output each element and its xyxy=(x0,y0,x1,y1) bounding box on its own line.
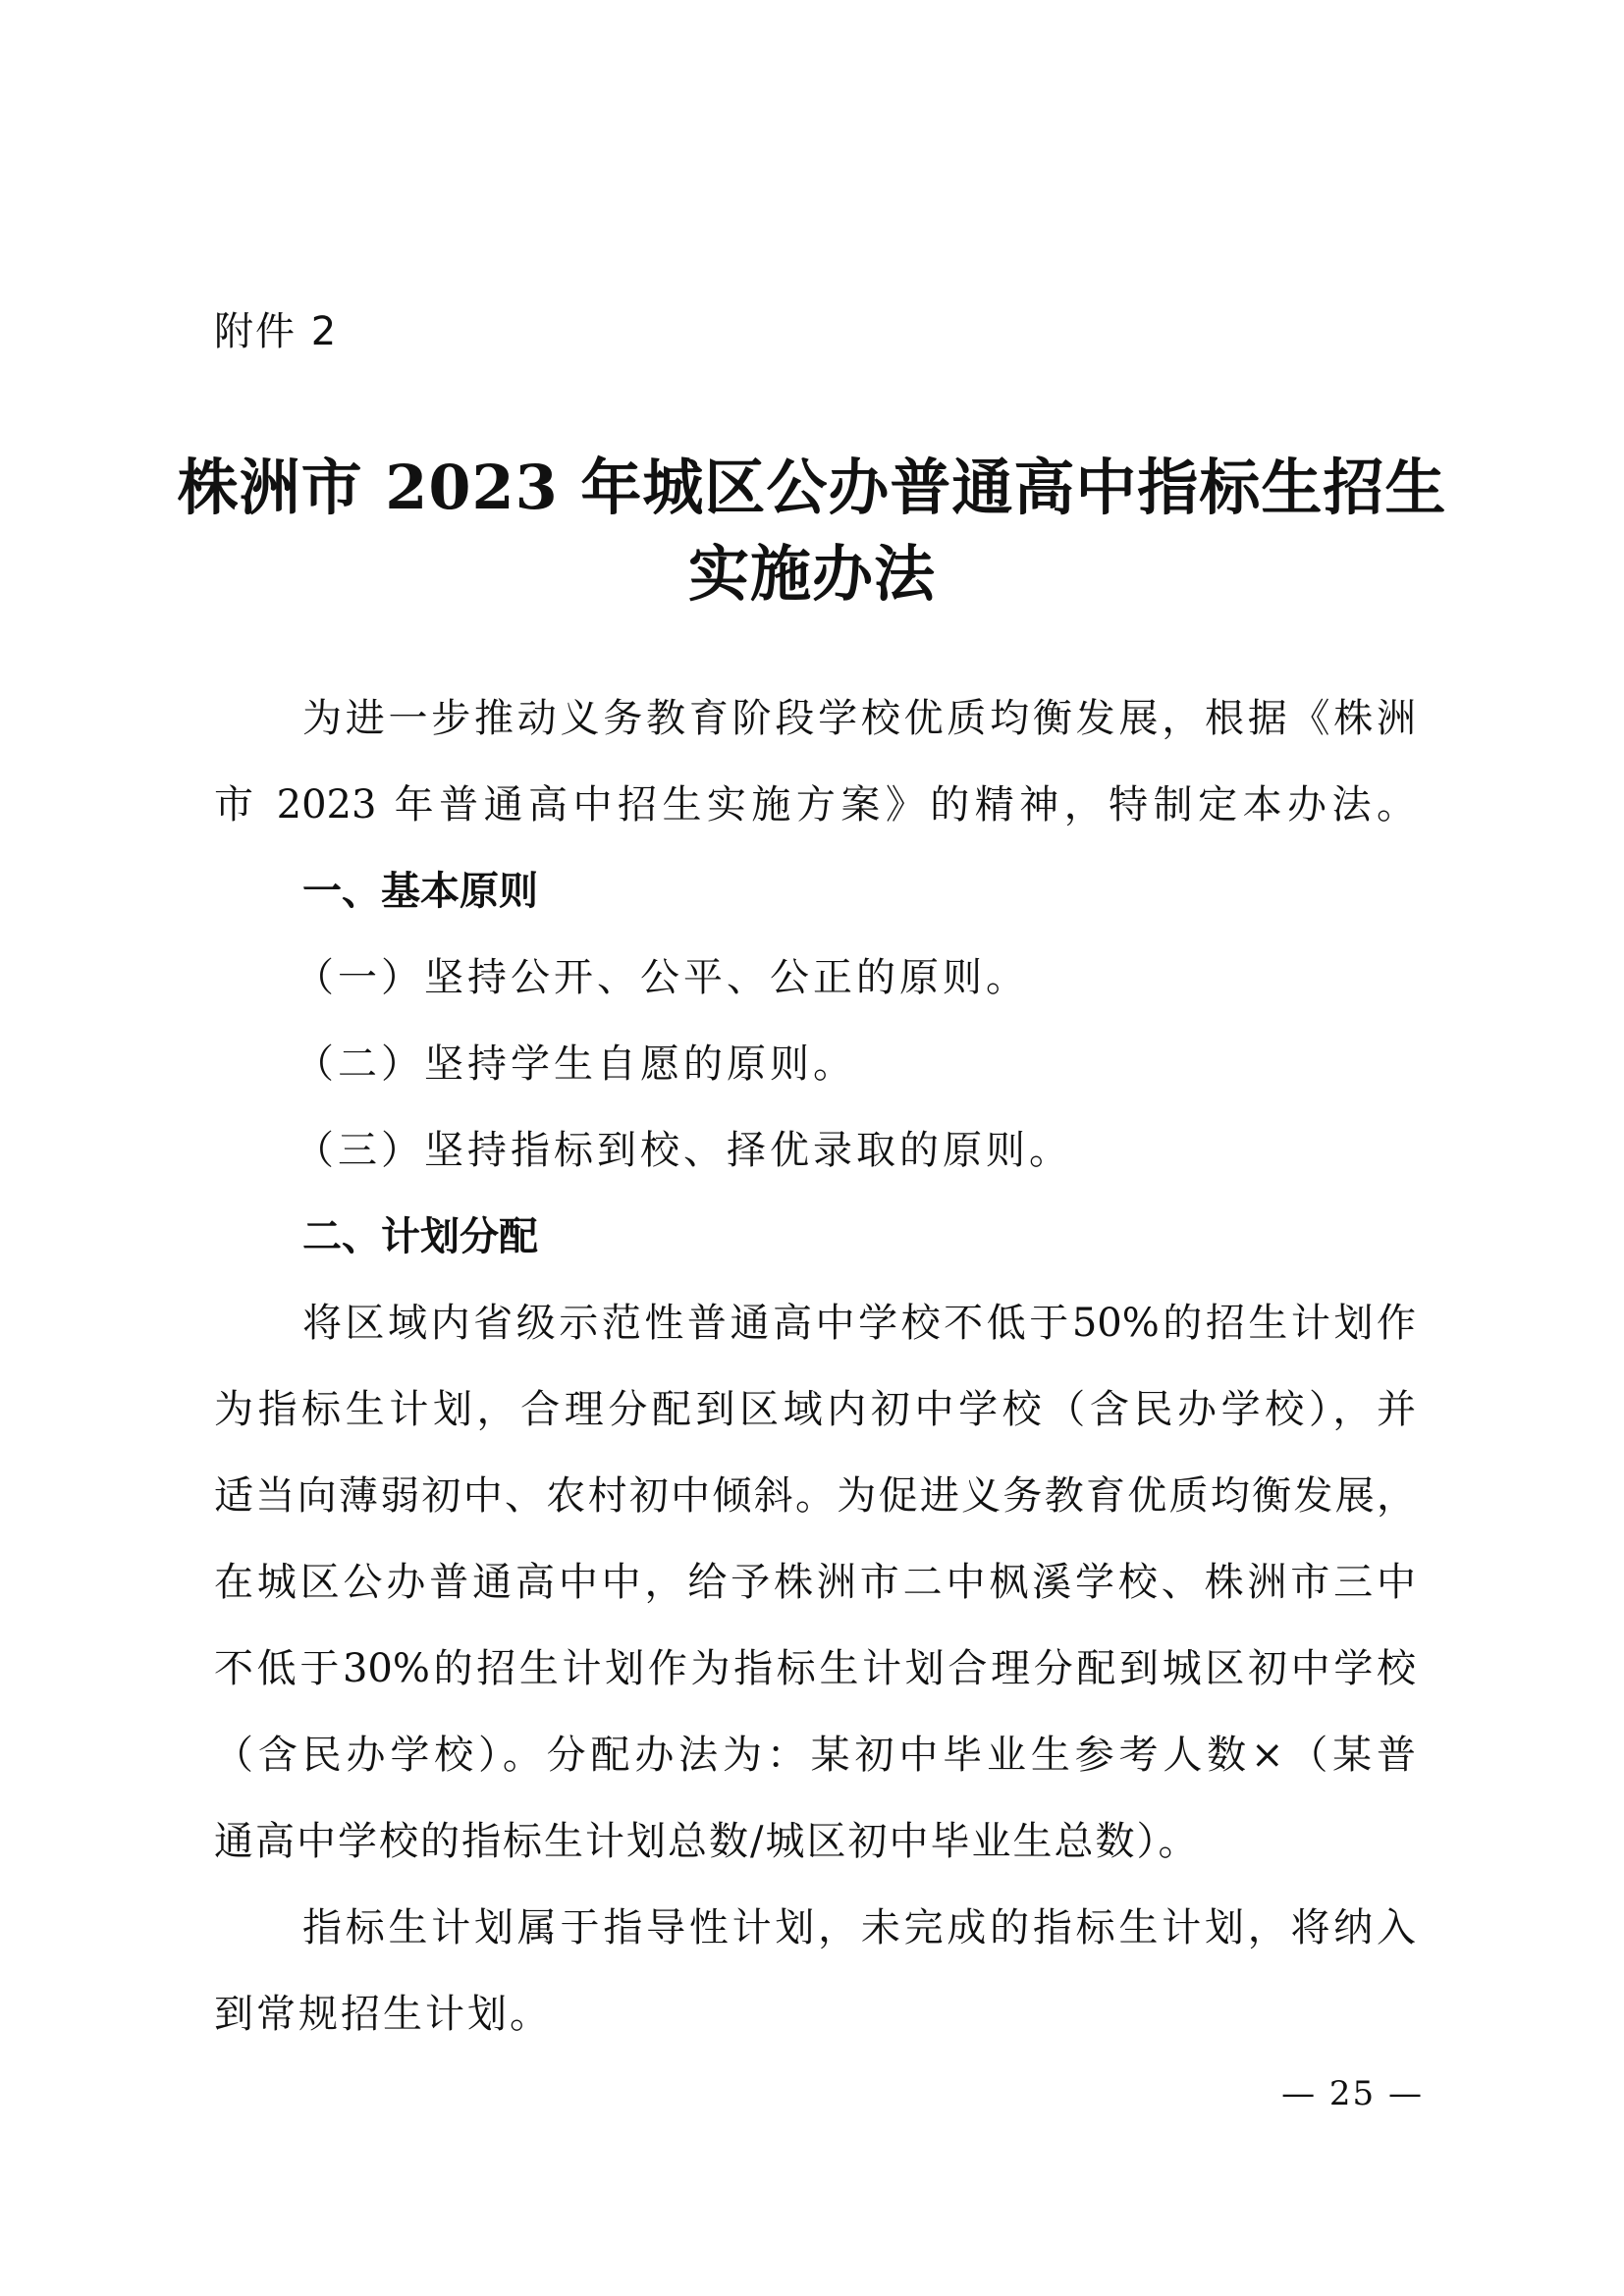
allocation-para-line-1: 将区域内省级示范性普通高中学校不低于50%的招生计划作 xyxy=(302,1301,1416,1346)
page-number: — 25 — xyxy=(1281,2074,1424,2113)
principle-item-3: （三）坚持指标到校、择优录取的原则。 xyxy=(295,1128,1072,1173)
section-heading-plan-allocation: 二、计划分配 xyxy=(302,1214,538,1259)
allocation-para-line-5: 不低于30%的招生计划作为指标生计划合理分配到城区初中学校 xyxy=(214,1646,1416,1691)
allocation-para-line-3: 适当向薄弱初中、农村初中倾斜。为促进义务教育优质均衡发展， xyxy=(214,1473,1416,1519)
attachment-label: 附件 2 xyxy=(214,309,339,354)
guidance-para-line-2: 到常规招生计划。 xyxy=(214,1992,552,2037)
allocation-para-line-4: 在城区公办普通高中中，给予株洲市二中枫溪学校、株洲市三中 xyxy=(214,1560,1416,1605)
principle-item-1: （一）坚持公开、公平、公正的原则。 xyxy=(295,955,1029,1000)
allocation-para-line-6: （含民办学校）。分配办法为：某初中毕业生参考人数×（某普 xyxy=(214,1733,1416,1778)
allocation-para-line-2: 为指标生计划，合理分配到区域内初中学校（含民办学校），并 xyxy=(214,1387,1416,1432)
document-title-line-1: 株洲市 2023 年城区公办普通高中指标生招生 xyxy=(177,452,1447,523)
allocation-para-line-7: 通高中学校的指标生计划总数/城区初中毕业生总数）。 xyxy=(214,1819,1200,1864)
section-heading-basic-principles: 一、基本原则 xyxy=(302,869,538,914)
document-title-line-2: 实施办法 xyxy=(687,538,936,610)
principle-item-2: （二）坚持学生自愿的原则。 xyxy=(295,1041,856,1087)
intro-line-2: 市 2023 年普通高中招生实施方案》的精神，特制定本办法。 xyxy=(214,782,1416,828)
intro-line-1: 为进一步推动义务教育阶段学校优质均衡发展，根据《株洲 xyxy=(302,696,1416,741)
guidance-para-line-1: 指标生计划属于指导性计划，未完成的指标生计划，将纳入 xyxy=(302,1905,1416,1950)
